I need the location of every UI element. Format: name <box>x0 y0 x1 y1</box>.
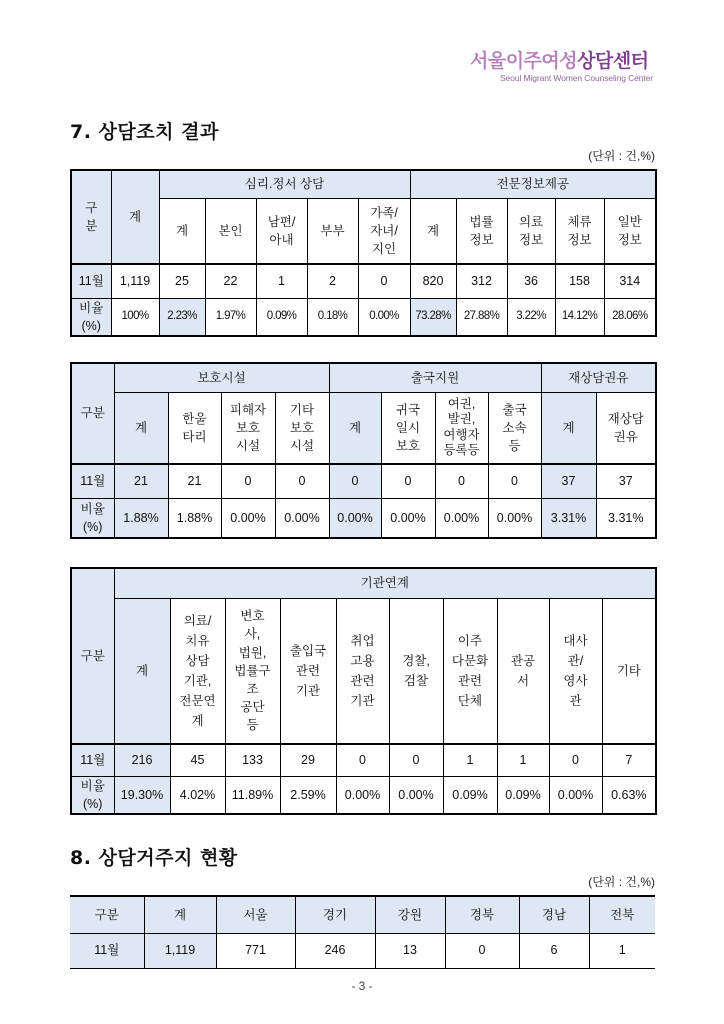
counseling-table <box>70 169 657 337</box>
section-7-title: 7. 상담조치 결과 <box>70 121 219 143</box>
data-cell: 6 <box>519 933 589 968</box>
ratio-cell: 0.00% <box>381 498 435 538</box>
ratio-cell: 0.00% <box>221 498 275 538</box>
header-cell: 경기 <box>295 896 375 933</box>
subheader-cell: 의료 정보 <box>507 198 555 264</box>
subheader-cell: 경찰, 검찰 <box>389 598 443 744</box>
ratio-cell: 3.31% <box>596 498 656 538</box>
subheader-cell: 일반 정보 <box>604 198 656 264</box>
header-cell: 경북 <box>445 896 519 933</box>
header-departure-support: 출국지원 <box>329 363 541 392</box>
data-cell: 1,119 <box>144 933 216 968</box>
data-cell: 820 <box>410 264 456 298</box>
logo-subtitle: Seoul Migrant Women Counseling Center <box>500 73 654 83</box>
data-cell: 1 <box>589 933 655 968</box>
subheader-cell: 한울 타리 <box>168 392 221 464</box>
ratio-cell: 19.30% <box>114 776 170 814</box>
subheader-cell: 대사 관/ 영사 관 <box>549 598 602 744</box>
row-label-month: 11월 <box>71 744 114 776</box>
subheader-cell: 피해자 보호 시설 <box>221 392 275 464</box>
data-cell: 0 <box>488 464 541 498</box>
ratio-cell: 0.09% <box>256 298 307 336</box>
data-cell: 0 <box>445 933 519 968</box>
ratio-cell: 73.28% <box>410 298 456 336</box>
residence-table <box>70 895 655 969</box>
ratio-cell: 4.02% <box>170 776 225 814</box>
ratio-cell: 1.88% <box>168 498 221 538</box>
data-cell: 1,119 <box>111 264 159 298</box>
data-cell: 37 <box>596 464 656 498</box>
subheader-cell: 변호 사, 법원, 법률구 조 공단 등 <box>225 598 280 744</box>
subheader-cell: 본인 <box>205 198 256 264</box>
data-cell: 21 <box>114 464 168 498</box>
ratio-cell: 0.09% <box>443 776 497 814</box>
subheader-cell: 부부 <box>307 198 358 264</box>
data-cell: 246 <box>295 933 375 968</box>
data-cell: 13 <box>375 933 445 968</box>
data-cell: 1 <box>443 744 497 776</box>
header-gubun: 구 분 <box>71 170 111 264</box>
data-cell: 771 <box>216 933 295 968</box>
subheader-cell: 남편/ 아내 <box>256 198 307 264</box>
ratio-cell: 11.89% <box>225 776 280 814</box>
row-label-ratio: 비율 (%) <box>71 298 111 336</box>
ratio-cell: 0.00% <box>329 498 381 538</box>
row-label-month: 11월 <box>71 264 111 298</box>
logo-title: 서울이주여성상담센터 <box>470 50 649 72</box>
subheader-cell: 계 <box>114 598 170 744</box>
header-total: 계 <box>111 170 159 264</box>
ratio-cell: 0.63% <box>602 776 656 814</box>
data-cell: 1 <box>497 744 549 776</box>
data-cell: 0 <box>275 464 329 498</box>
agency-link-table <box>70 567 657 815</box>
ratio-cell: 0.00% <box>336 776 389 814</box>
ratio-cell: 0.09% <box>497 776 549 814</box>
data-cell: 2 <box>307 264 358 298</box>
data-cell: 312 <box>456 264 507 298</box>
subheader-cell: 가족/ 자녀/ 지인 <box>358 198 410 264</box>
row-label-ratio: 비율 (%) <box>71 498 114 538</box>
data-cell: 7 <box>602 744 656 776</box>
subheader-cell: 법률 정보 <box>456 198 507 264</box>
data-cell: 45 <box>170 744 225 776</box>
subheader-cell: 계 <box>541 392 596 464</box>
ratio-cell: 2.23% <box>159 298 205 336</box>
row-label-ratio: 비율 (%) <box>71 776 114 814</box>
ratio-cell: 1.97% <box>205 298 256 336</box>
ratio-cell: 28.06% <box>604 298 656 336</box>
ratio-cell: 0.18% <box>307 298 358 336</box>
ratio-cell: 0.00% <box>435 498 488 538</box>
header-cell: 서울 <box>216 896 295 933</box>
subheader-cell: 재상담 권유 <box>596 392 656 464</box>
subheader-cell: 취업 고용 관련 기관 <box>336 598 389 744</box>
data-cell: 133 <box>225 744 280 776</box>
ratio-cell: 14.12% <box>555 298 604 336</box>
subheader-cell: 출입국 관련 기관 <box>280 598 336 744</box>
data-cell: 158 <box>555 264 604 298</box>
data-cell: 29 <box>280 744 336 776</box>
subheader-cell: 기타 <box>602 598 656 744</box>
ratio-cell: 0.00% <box>488 498 541 538</box>
row-label-month: 11월 <box>70 933 144 968</box>
header-agency-link: 기관연계 <box>114 568 656 598</box>
data-cell: 21 <box>168 464 221 498</box>
ratio-cell: 27.88% <box>456 298 507 336</box>
data-cell: 216 <box>114 744 170 776</box>
subheader-cell: 기타 보호 시설 <box>275 392 329 464</box>
header-shelter: 보호시설 <box>114 363 329 392</box>
ratio-cell: 0.00% <box>389 776 443 814</box>
page-number: - 3 - <box>351 979 373 993</box>
header-gubun: 구분 <box>71 568 114 744</box>
data-cell: 36 <box>507 264 555 298</box>
ratio-cell: 0.00% <box>358 298 410 336</box>
header-psych-counseling: 심리.정서 상담 <box>159 170 410 198</box>
ratio-cell: 0.00% <box>275 498 329 538</box>
header-expert-info: 전문정보제공 <box>410 170 656 198</box>
ratio-cell: 100% <box>111 298 159 336</box>
center-logo <box>470 46 660 83</box>
subheader-cell: 계 <box>329 392 381 464</box>
header-cell: 강원 <box>375 896 445 933</box>
subheader-cell: 체류 정보 <box>555 198 604 264</box>
section-8-unit: (단위 : 건,%) <box>588 875 655 889</box>
subheader-cell: 귀국 일시 보호 <box>381 392 435 464</box>
subheader-cell: 출국 소속 등 <box>488 392 541 464</box>
subheader-cell: 계 <box>410 198 456 264</box>
data-cell: 0 <box>381 464 435 498</box>
data-cell: 0 <box>336 744 389 776</box>
data-cell: 0 <box>435 464 488 498</box>
ratio-cell: 2.59% <box>280 776 336 814</box>
data-cell: 0 <box>221 464 275 498</box>
data-cell: 0 <box>329 464 381 498</box>
header-cell: 구분 <box>70 896 144 933</box>
data-cell: 0 <box>389 744 443 776</box>
subheader-cell: 관공 서 <box>497 598 549 744</box>
row-label-month: 11월 <box>71 464 114 498</box>
data-cell: 1 <box>256 264 307 298</box>
section-8-title: 8. 상담거주지 현황 <box>70 847 238 869</box>
data-cell: 37 <box>541 464 596 498</box>
ratio-cell: 3.31% <box>541 498 596 538</box>
header-cell: 전북 <box>589 896 655 933</box>
data-cell: 22 <box>205 264 256 298</box>
shelter-departure-table <box>70 362 657 539</box>
header-cell: 계 <box>144 896 216 933</box>
subheader-cell: 계 <box>114 392 168 464</box>
ratio-cell: 0.00% <box>549 776 602 814</box>
data-cell: 25 <box>159 264 205 298</box>
subheader-cell: 계 <box>159 198 205 264</box>
header-cell: 경남 <box>519 896 589 933</box>
data-cell: 0 <box>549 744 602 776</box>
ratio-cell: 1.88% <box>114 498 168 538</box>
section-7-unit: (단위 : 건,%) <box>588 149 655 163</box>
data-cell: 314 <box>604 264 656 298</box>
subheader-cell: 이주 다문화 관련 단체 <box>443 598 497 744</box>
header-recounseling: 재상담권유 <box>541 363 656 392</box>
ratio-cell: 3.22% <box>507 298 555 336</box>
data-cell: 0 <box>358 264 410 298</box>
subheader-cell: 여권, 발권, 여행자 등록등 <box>435 392 488 464</box>
header-gubun: 구분 <box>71 363 114 464</box>
subheader-cell: 의료/ 치유 상담 기관, 전문연 계 <box>170 598 225 744</box>
